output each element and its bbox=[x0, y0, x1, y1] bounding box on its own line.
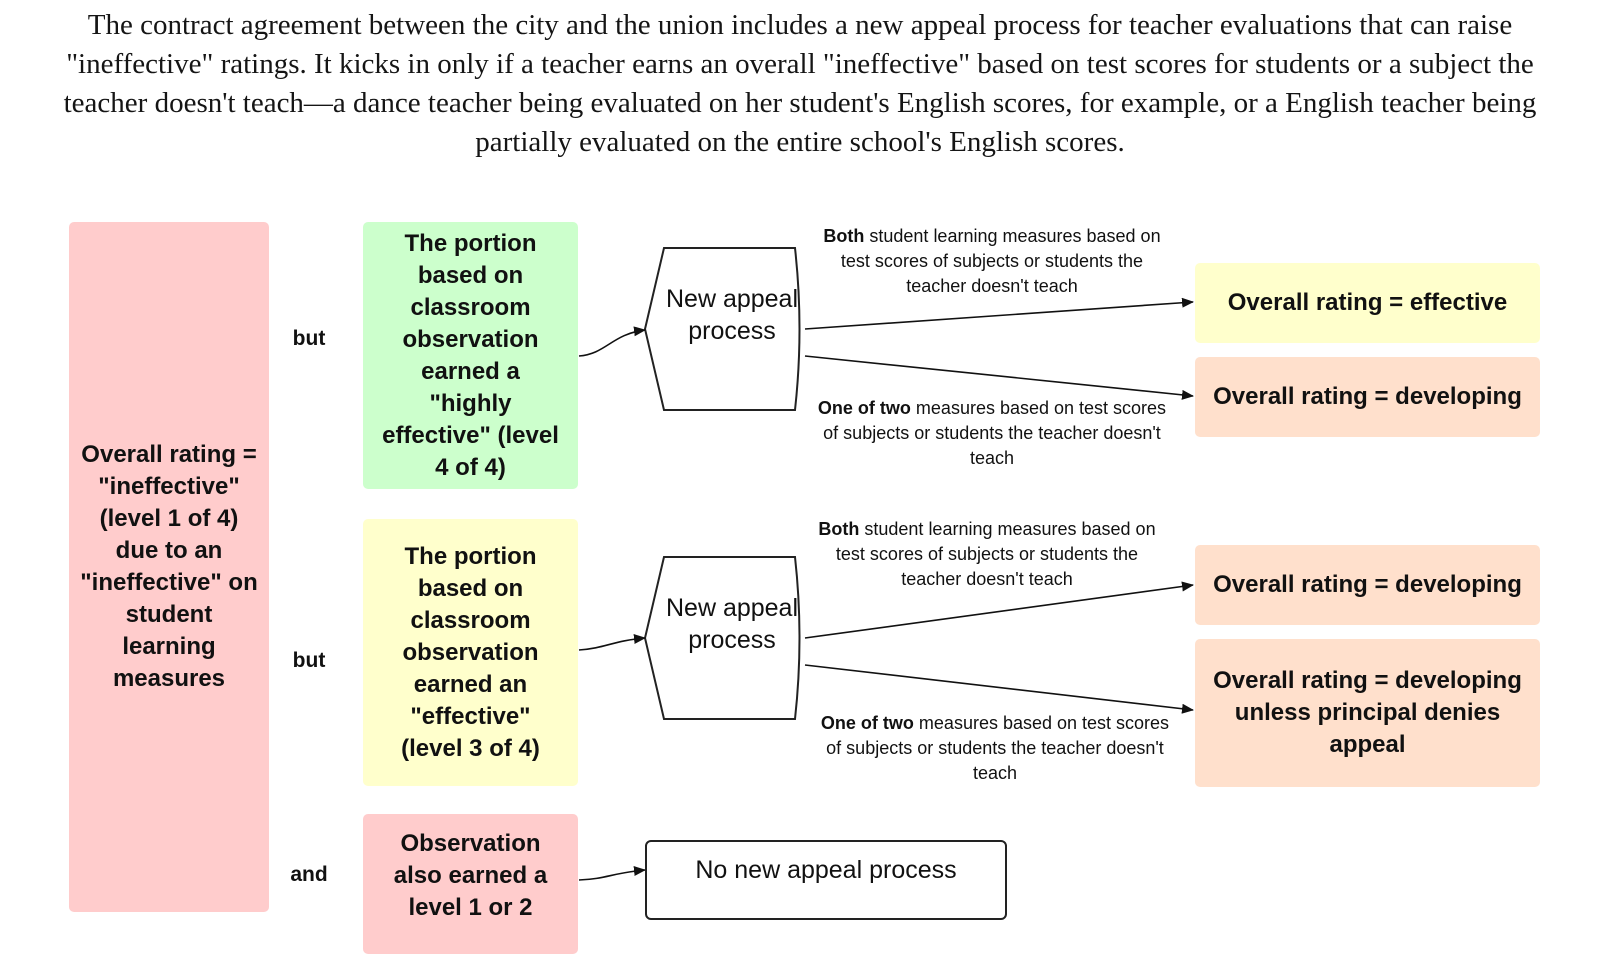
process-label-2: New appeal process bbox=[665, 594, 799, 654]
outcome-note-2-1: Both student learning measures based on test scores of subjects or students the teacher doesn't teach bbox=[818, 519, 1156, 589]
root-label: Overall rating = "ineffective" (level 1 of 4) due to an "ineffective" on student learning measures bbox=[80, 441, 258, 692]
no-appeal-process-box bbox=[645, 840, 1007, 920]
outcome-box-developing-1 bbox=[1195, 357, 1540, 437]
outcome-note-2-2: One of two measures based on test scores of subjects or students the teacher doesn't teach bbox=[820, 713, 1170, 783]
root-ineffective-box bbox=[69, 222, 269, 912]
arrow-process-1-to-outcome-1 bbox=[805, 302, 1193, 329]
arrow-condition-1-to-process bbox=[579, 330, 645, 356]
arrow-process-2-to-outcome-2 bbox=[805, 665, 1193, 710]
connector-label-3: and bbox=[290, 863, 328, 886]
outcome-note-1-1: Both student learning measures based on test scores of subjects or students the teacher doesn't teach bbox=[823, 226, 1161, 296]
connector-label-2: but bbox=[292, 649, 326, 672]
arrow-process-1-to-outcome-2 bbox=[805, 356, 1193, 396]
condition-label-3: Observation also earned a level 1 or 2 bbox=[393, 830, 548, 921]
outcome-label-1-2: Overall rating = developing bbox=[1213, 383, 1522, 410]
no-appeal-process-label: No new appeal process bbox=[695, 856, 957, 884]
outcome-box-effective bbox=[1195, 263, 1540, 343]
condition-box-effective bbox=[363, 519, 578, 786]
condition-box-low-observation bbox=[363, 814, 578, 954]
outcome-label-2-2: Overall rating = developing unless principal denies appeal bbox=[1213, 667, 1522, 758]
condition-box-highly-effective bbox=[363, 222, 578, 489]
outcome-box-developing-2 bbox=[1195, 545, 1540, 625]
arrow-process-2-to-outcome-1 bbox=[805, 585, 1193, 638]
arrow-condition-2-to-process bbox=[579, 638, 645, 650]
outcome-label-1-1: Overall rating = effective bbox=[1227, 289, 1508, 316]
connector-label-1: but bbox=[292, 327, 326, 350]
arrow-condition-3-to-process bbox=[579, 870, 645, 880]
outcome-note-1-2: One of two measures based on test scores of subjects or students the teacher doesn't teach bbox=[817, 398, 1167, 468]
condition-label-2: The portion based on classroom observation earned an "effective" (level 3 of 4) bbox=[401, 542, 540, 762]
process-label-1: New appeal process bbox=[665, 285, 799, 345]
outcome-box-developing-unless-denied bbox=[1195, 639, 1540, 787]
intro-paragraph: The contract agreement between the city and the union includes a new appeal process for teacher evaluations that can raise "ineffective" ratings. It kicks in only if a teacher earns an overall "ineffective" based on test scores for students or a subject the teacher doesn't teach—a dance teacher being evaluated on her student's English scores, for example, or a English teacher being partially evaluated on the entire school's English scores. bbox=[63, 9, 1537, 158]
outcome-label-2-1: Overall rating = developing bbox=[1213, 571, 1522, 598]
condition-label-1: The portion based on classroom observation earned a "highly effective" (level 4 of 4) bbox=[382, 229, 559, 481]
